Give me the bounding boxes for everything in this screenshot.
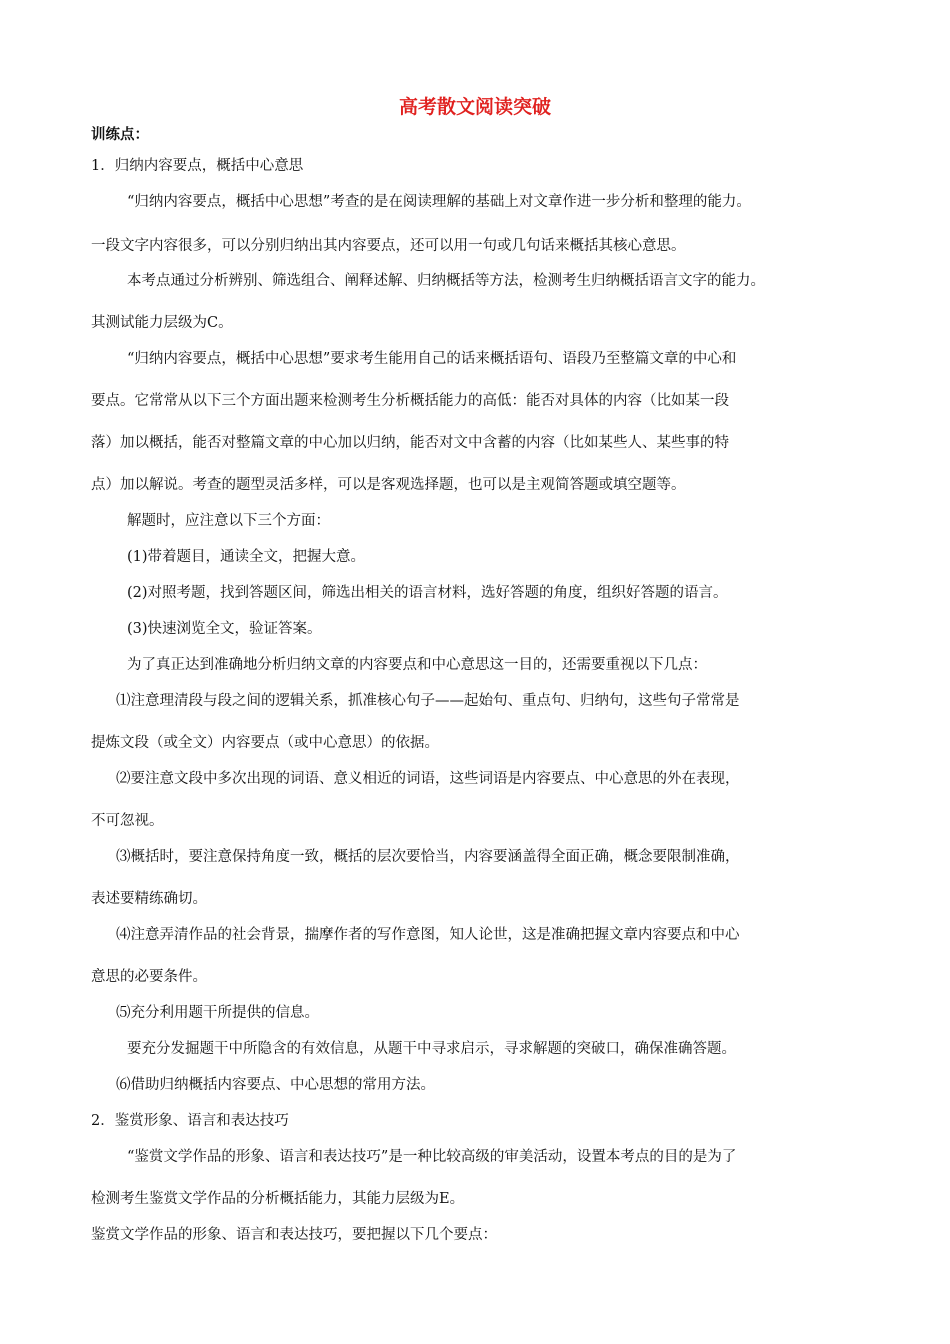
list-item: ⑴注意理清段与段之间的逻辑关系，抓准核心句子——起始句、重点句、归纳句，这些句子常常是 <box>116 693 740 709</box>
paragraph-line: 要充分发掘题干中所隐含的有效信息，从题干中寻求启示，寻求解题的突破口，确保准确答题。 <box>127 1041 736 1057</box>
paragraph-line: “归纳内容要点，概括中心思想”考查的是在阅读理解的基础上对文章作进一步分析和整理的能力。 <box>127 194 751 210</box>
paragraph-line: “归纳内容要点，概括中心思想”要求考生能用自己的话来概括语句、语段乃至整篇文章的中心和 <box>127 351 737 367</box>
point-1-heading: 1．归纳内容要点，概括中心意思 <box>91 158 304 174</box>
section-heading: 训练点： <box>91 127 149 143</box>
paragraph-line: 落）加以概括，能否对整篇文章的中心加以归纳，能否对文中含蓄的内容（比如某些人、某些事的特 <box>91 435 729 451</box>
paragraph-line: 检测考生鉴赏文学作品的分析概括能力，其能力层级为E。 <box>91 1191 465 1207</box>
paragraph-line: 点）加以解说。考查的题型灵活多样，可以是客观选择题，也可以是主观简答题或填空题等。 <box>91 477 686 493</box>
paragraph-line: 其测试能力层级为C。 <box>91 315 233 331</box>
list-item: ⑶概括时，要注意保持角度一致，概括的层次要恰当，内容要涵盖得全面正确，概念要限制准确， <box>116 849 740 865</box>
paragraph-line: 解题时，应注意以下三个方面： <box>127 513 330 529</box>
list-item: (3)快速浏览全文，验证答案。 <box>127 621 322 637</box>
paragraph-line: 一段文字内容很多，可以分别归纳出其内容要点，还可以用一句或几句话来概括其核心意思。 <box>91 238 686 254</box>
paragraph-line: 意思的必要条件。 <box>91 969 207 985</box>
list-item: (2)对照考题，找到答题区间，筛选出相关的语言材料，选好答题的角度，组织好答题的语言。 <box>127 585 728 601</box>
document-title: 高考散文阅读突破 <box>398 96 551 118</box>
list-item: ⑸充分利用题干所提供的信息。 <box>116 1005 319 1021</box>
paragraph-line: 要点。它常常从以下三个方面出题来检测考生分析概括能力的高低：能否对具体的内容（比如某一段 <box>91 393 729 409</box>
list-item: ⑷注意弄清作品的社会背景，揣摩作者的写作意图，知人论世，这是准确把握文章内容要点和中心 <box>116 927 740 943</box>
paragraph-line: 本考点通过分析辨别、筛选组合、阐释述解、归纳概括等方法，检测考生归纳概括语言文字的能力。 <box>127 273 765 289</box>
list-item: ⑹借助归纳概括内容要点、中心思想的常用方法。 <box>116 1077 435 1093</box>
paragraph-line: “鉴赏文学作品的形象、语言和表达技巧”是一种比较高级的审美活动，设置本考点的目的是为了 <box>127 1149 737 1165</box>
paragraph-line: 不可忽视。 <box>91 813 164 829</box>
paragraph-line: 为了真正达到准确地分析归纳文章的内容要点和中心意思这一目的，还需要重视以下几点： <box>127 657 707 673</box>
list-item: ⑵要注意文段中多次出现的词语、意义相近的词语，这些词语是内容要点、中心意思的外在表现， <box>116 771 740 787</box>
paragraph-line: 表述要精练确切。 <box>91 891 207 907</box>
point-2-heading: 2．鉴赏形象、语言和表达技巧 <box>91 1113 289 1129</box>
paragraph-line: 提炼文段（或全文）内容要点（或中心意思）的依据。 <box>91 735 439 751</box>
list-item: (1)带着题目，通读全文，把握大意。 <box>127 549 366 565</box>
paragraph-line: 鉴赏文学作品的形象、语言和表达技巧，要把握以下几个要点： <box>91 1227 497 1243</box>
